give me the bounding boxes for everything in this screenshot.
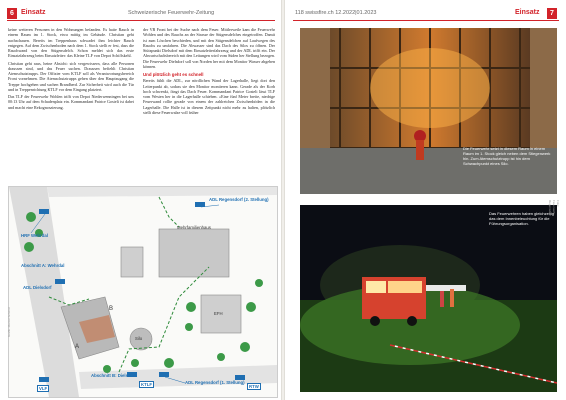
map-label-hrf: HRF Wehrdal — [21, 233, 48, 238]
map-label-adl-1: ADL Regensdorf (1. Stellung) — [185, 380, 245, 385]
map-label-efh: EFH — [214, 311, 223, 316]
page-number-left: 6 — [7, 8, 17, 19]
map-label-a: A — [75, 344, 80, 350]
map-label-abschnitt-a: Abschnitt A: Wehrdal — [21, 263, 65, 268]
map-label-adl-2: ADL Regensdorf (2. Stellung) — [209, 197, 269, 202]
right-header — [285, 8, 566, 20]
left-page — [0, 0, 281, 400]
photo-night-vehicle — [300, 205, 557, 392]
section-title-right: Einsatz — [515, 9, 540, 16]
paragraph: keine weiteren Personen in den Wohnungen befanden. Es hatte Rauch in einem Raum im 1. Stock, etwa mittig im Gebäude. Christian geht nachschauen. Bereits im Treppenhaus schwadet ihm leichter Rauch entgegen. Auf dem Zwischenboden nach dem 1. Stock stellt er fest, dass die Rauchwand von den Stügensdelch. Schon meldet sich das erste Einsatzfahrzeug beim Einsatzleiter: das Kleine TLF von Depot Schiffskehl. — [8, 27, 134, 59]
map-label-mehrfamilienhaus: Mehrfamilienhaus — [177, 225, 211, 230]
right-page — [285, 0, 566, 400]
paragraph: Das TLF der Feuerwehr Wohlen trifft von Depot Niederwenningen bei uns 00:13 Uhr auf dem Schadenplatz ein. Kommandant Patrice Gosteli ist dabei und macht eine Rekognoszierung. — [8, 94, 134, 110]
map-label-abschnitt-b: Abschnitt B: Dielsdorf — [91, 373, 137, 378]
header-rule-right — [293, 20, 559, 21]
map-label-ktlf: KTLF — [141, 382, 152, 387]
map-label-adl-dielsdorf: ADL Dielsdorf — [23, 285, 52, 290]
vehicle-adl-1 — [159, 372, 169, 377]
site-map — [8, 186, 278, 398]
left-column-2 — [143, 27, 275, 117]
photo-credit: Foto: Feuerwehr Regensdorf — [548, 200, 560, 216]
page-number-right: 7 — [547, 8, 557, 19]
photo1-caption: Die Feuerwehr setzt in diesem Raum in einem Raum im 1. Stock gleich neben dem Stiegenwerk hin. Zum Atemschutztrupp ist hin dem Schwachpunkt eines Silo. — [463, 146, 551, 166]
apartment-building — [159, 229, 229, 277]
map-label-rtw: RTW — [249, 384, 259, 389]
vehicle-adl-dielsdorf — [55, 279, 65, 284]
publication-name: Schweizerische Feuerwehr-Zeitung — [128, 10, 215, 16]
small-building — [121, 247, 143, 277]
subheading: Und plötzlich geht es schnell — [143, 72, 204, 77]
left-column-1 — [8, 27, 134, 112]
vehicle-adl-2 — [195, 202, 205, 207]
header-rule-left — [7, 20, 275, 21]
map-label-b: B — [109, 306, 114, 312]
photo-fire-wall — [300, 28, 557, 194]
photo2-caption: Das Feuerwehren haben gleichzeitig das dem Innenbeleuchtung für die Führungsorganisation. — [489, 211, 554, 226]
map-graphic — [9, 187, 277, 397]
paragraph: der VB Front bei der Suche nach dem Feuer. Mittlerweile kam die Feuerwehr Wohlen und des Rauchs an der Strasse der Stügensdelches eingetroffen. Damit ist zum Löschen beschieden, und mit den Stügensdelchen auf Laufwegen des Rauchs zu umfahren. Die Abwasser sind das Dach des Silos zu öffnen. Der Stützpunkt Dielsdorf mit dem Einsatzleiterfahrzeug und der ADL trifft ein. Der Abwartschaftsbereich mit den Leitungen wird vom Süden her Stellung bezogen. Die Feuerwehr Dielsdorf soll von Norden her mit dem Monitor Wasser abgeben können. — [143, 27, 275, 69]
map-label-silo: Silo — [135, 336, 143, 341]
map-credit: Grafik: Marcel Schmid — [7, 307, 11, 337]
paragraph: Christian geht raus, heine Absicht: sich vergewissern, dass alle Personen draussen sind, und das Feuer suchen. Draussen befiehlt Christian Atemschutztrupps. Der Offizier vom KTLF soll als Verantwortungsbereich Front vornehmen. Die Atemschutztrupps gehen über den Hauptzugang die Treppe hochgehen und suchen Brandherd. Zur Sicherheit wird auch die Tür und in Treppenrichtung KTLF vor dem Eingang platziert. — [8, 60, 134, 92]
left-header — [0, 8, 281, 20]
vehicle-vlf — [39, 377, 49, 382]
issue-info: 118 swissfire.ch 12.2022|01.2023 — [295, 10, 377, 16]
section-title-left: Einsatz — [21, 9, 46, 16]
vehicle-hrf — [39, 209, 49, 214]
map-label-vlf: VLF — [39, 386, 48, 391]
paragraph: Bereits fühlt die ADL, zur nördlichen Wand der Lagerhalle, liegt dort den Leiterpunkt ab, sodass sie den Monitor montieren kann. Gerade als der Korb hoch schwenkt, fängt das Dach Feuer. Kommandant Patrice Gosteli lässt TLF vom Westen her in die Lagerhalle schieben. «Eine fünf Meter breite, niedrige Feuerwand rollte gerade von einem der zahlreichen Zwischenböden in die Lagerhalle. Die Halle ist in diesem Zeitpunkt nicht mehr zu halten, plötzlich stellt diese Feuerwalze voll früher — [143, 78, 275, 115]
